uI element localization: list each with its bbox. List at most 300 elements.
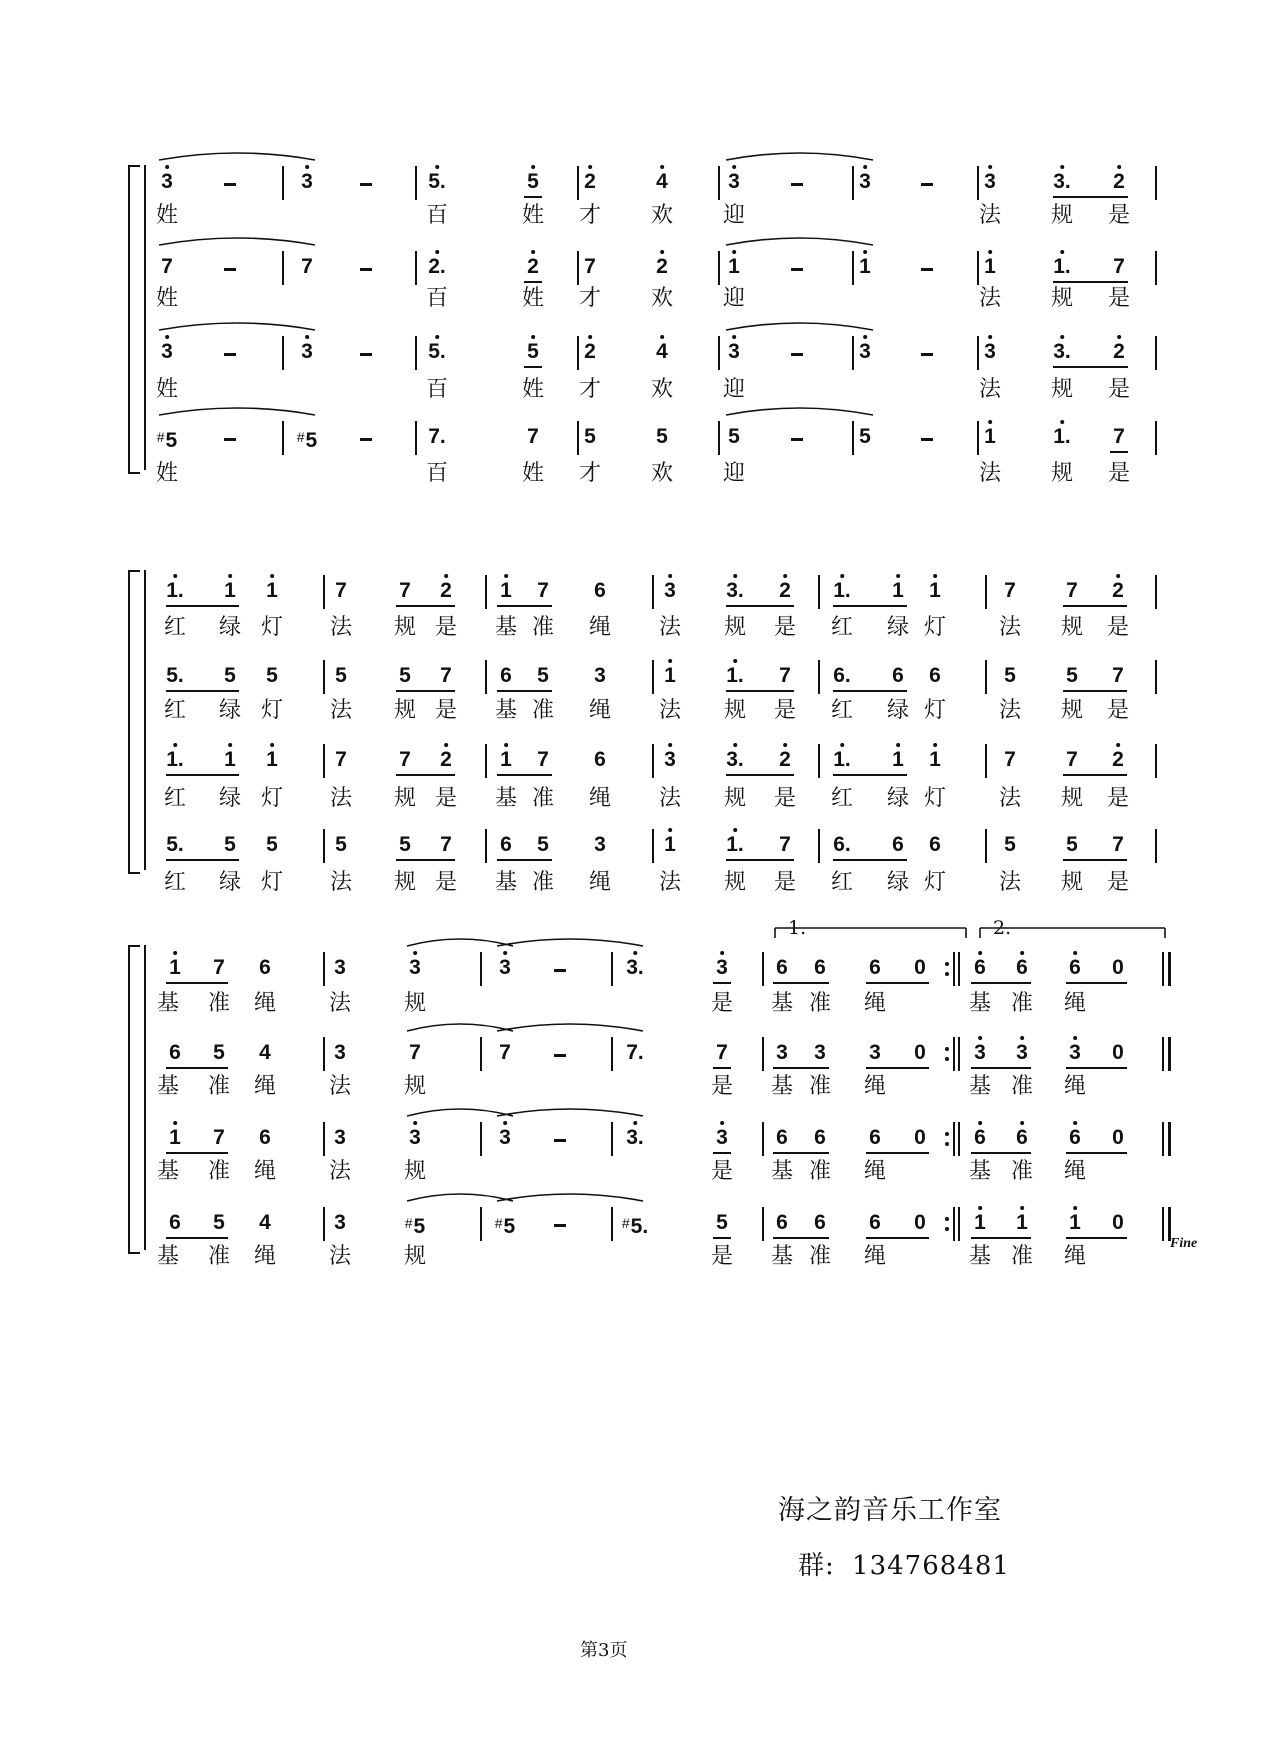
page-number: 第3页 bbox=[580, 1640, 628, 1661]
lyric-syllable: 基 bbox=[770, 1074, 794, 1099]
note bbox=[664, 749, 676, 771]
lyric-syllable: 规 bbox=[1060, 615, 1084, 640]
barline bbox=[611, 1207, 613, 1241]
note-digit: 0 bbox=[914, 1211, 926, 1234]
note-digit: 5 bbox=[166, 664, 178, 687]
note-digit: 3 bbox=[716, 956, 728, 979]
note bbox=[1016, 957, 1028, 979]
dash bbox=[921, 268, 933, 271]
lyric-syllable: 规 bbox=[403, 991, 427, 1016]
lyric-syllable: 绳 bbox=[253, 991, 277, 1016]
octave-dot bbox=[444, 574, 448, 578]
lyric-syllable: 法 bbox=[329, 698, 353, 723]
note bbox=[1112, 1042, 1124, 1064]
note-digit: 6 bbox=[1016, 1126, 1028, 1149]
barline bbox=[323, 1037, 325, 1071]
sharp-sign: # bbox=[621, 1215, 630, 1231]
note-underline bbox=[497, 859, 552, 861]
note bbox=[399, 749, 411, 771]
lyric-syllable: 姓 bbox=[521, 286, 545, 311]
note bbox=[161, 256, 173, 278]
barline bbox=[323, 1207, 325, 1241]
note bbox=[527, 256, 539, 278]
barline bbox=[415, 166, 417, 200]
note-digit: 5 bbox=[584, 425, 596, 448]
lyric-syllable: 绳 bbox=[253, 1074, 277, 1099]
lyric-syllable: 准 bbox=[808, 991, 832, 1016]
note bbox=[869, 1212, 881, 1234]
lyric-syllable: 法 bbox=[978, 203, 1002, 228]
note bbox=[594, 665, 606, 687]
lyric-syllable: 绿 bbox=[886, 786, 910, 811]
octave-dot bbox=[660, 165, 664, 169]
octave-dot bbox=[503, 1121, 507, 1125]
note-digit: 1 bbox=[726, 664, 738, 687]
note-digit: 5 bbox=[166, 833, 178, 856]
lyric-syllable: 法 bbox=[328, 1244, 352, 1269]
barline bbox=[611, 1122, 613, 1156]
note-digit: 6 bbox=[892, 664, 904, 687]
lyric-syllable: 绳 bbox=[1063, 1159, 1087, 1184]
note-digit: 6 bbox=[1069, 956, 1081, 979]
note bbox=[892, 749, 904, 771]
lyric-syllable: 百 bbox=[425, 203, 449, 228]
note-underline bbox=[713, 982, 731, 984]
note bbox=[301, 171, 313, 193]
repeat-barline bbox=[958, 952, 960, 986]
note bbox=[984, 256, 996, 278]
barline bbox=[577, 166, 579, 200]
note bbox=[169, 1127, 181, 1149]
note-underline bbox=[396, 774, 455, 776]
barline bbox=[953, 1207, 955, 1241]
note bbox=[166, 834, 184, 856]
final-barline bbox=[1168, 1122, 1171, 1156]
lyric-syllable: 是 bbox=[710, 991, 734, 1016]
note-digit: 3 bbox=[984, 340, 996, 363]
lyric-syllable: 规 bbox=[403, 1159, 427, 1184]
octave-dot bbox=[933, 743, 937, 747]
note-digit: 3 bbox=[869, 1041, 881, 1064]
volta-2-label: 2. bbox=[993, 917, 1012, 939]
note-digit: 3 bbox=[728, 170, 740, 193]
repeat-dot bbox=[945, 972, 949, 976]
octave-dot bbox=[668, 828, 672, 832]
note-digit: 1 bbox=[664, 833, 676, 856]
note bbox=[266, 665, 278, 687]
lyric-syllable: 规 bbox=[723, 786, 747, 811]
note bbox=[776, 957, 788, 979]
lyric-syllable: 才 bbox=[578, 461, 602, 486]
lyric-syllable: 是 bbox=[434, 870, 458, 895]
note-digit: 6 bbox=[833, 833, 845, 856]
note-underline bbox=[1110, 451, 1128, 453]
lyric-syllable: 绳 bbox=[588, 786, 612, 811]
note-digit: 2 bbox=[1112, 748, 1124, 771]
lyric-syllable: 法 bbox=[978, 377, 1002, 402]
octave-dot bbox=[988, 250, 992, 254]
note bbox=[1004, 580, 1016, 602]
note bbox=[656, 256, 668, 278]
note bbox=[1112, 1212, 1124, 1234]
barline bbox=[1155, 421, 1157, 455]
note bbox=[584, 171, 596, 193]
octave-dot bbox=[633, 951, 637, 955]
barline bbox=[323, 575, 325, 609]
note bbox=[266, 749, 278, 771]
aug-dot: . bbox=[439, 425, 446, 448]
note bbox=[527, 426, 539, 448]
lyric-syllable: 基 bbox=[770, 991, 794, 1016]
note-digit: 6 bbox=[1016, 956, 1028, 979]
lyric-syllable: 姓 bbox=[521, 461, 545, 486]
note-digit: 3 bbox=[334, 1041, 346, 1064]
note-digit: 4 bbox=[259, 1211, 271, 1234]
note-digit: 5 bbox=[527, 170, 539, 193]
note bbox=[859, 426, 871, 448]
lyric-syllable: 红 bbox=[830, 615, 854, 640]
note-digit: 1 bbox=[892, 579, 904, 602]
note bbox=[335, 580, 347, 602]
note bbox=[859, 256, 871, 278]
lyric-syllable: 基 bbox=[968, 1244, 992, 1269]
note-digit: 1 bbox=[726, 833, 738, 856]
note bbox=[594, 834, 606, 856]
aug-dot: . bbox=[737, 664, 744, 687]
note-digit: 5 bbox=[527, 340, 539, 363]
dash bbox=[791, 183, 803, 186]
lyric-syllable: 准 bbox=[1010, 1159, 1034, 1184]
note-digit: 7 bbox=[428, 425, 440, 448]
aug-dot: . bbox=[844, 833, 851, 856]
octave-dot bbox=[988, 420, 992, 424]
note-digit: 7 bbox=[499, 1041, 511, 1064]
note bbox=[500, 665, 512, 687]
note-digit: 1 bbox=[1053, 255, 1065, 278]
lyric-syllable: 是 bbox=[1106, 786, 1130, 811]
note bbox=[833, 834, 851, 856]
note-digit: 6 bbox=[500, 664, 512, 687]
note-digit: 3 bbox=[594, 833, 606, 856]
note-digit: 1 bbox=[833, 748, 845, 771]
note-underline bbox=[971, 1067, 1031, 1069]
octave-dot bbox=[173, 951, 177, 955]
note bbox=[213, 1212, 225, 1234]
lyric-syllable: 迎 bbox=[722, 286, 746, 311]
note bbox=[224, 834, 236, 856]
note bbox=[1066, 749, 1078, 771]
lyric-syllable: 法 bbox=[978, 286, 1002, 311]
note-digit: 3 bbox=[409, 1126, 421, 1149]
lyric-syllable: 法 bbox=[978, 461, 1002, 486]
note bbox=[869, 1127, 881, 1149]
barline bbox=[1162, 1207, 1164, 1241]
note-digit: 4 bbox=[656, 170, 668, 193]
aug-dot: . bbox=[177, 833, 184, 856]
note-underline bbox=[866, 1152, 929, 1154]
dash bbox=[554, 1224, 566, 1227]
aug-dot: . bbox=[637, 1041, 644, 1064]
note bbox=[626, 1042, 644, 1064]
octave-dot bbox=[1020, 1206, 1024, 1210]
note bbox=[169, 1212, 181, 1234]
note bbox=[776, 1212, 788, 1234]
barline bbox=[818, 829, 820, 863]
note bbox=[914, 1127, 926, 1149]
note-underline bbox=[833, 605, 907, 607]
lyric-syllable: 才 bbox=[578, 377, 602, 402]
lyric-syllable: 是 bbox=[773, 870, 797, 895]
lyric-syllable: 绳 bbox=[588, 615, 612, 640]
lyric-syllable: 法 bbox=[998, 870, 1022, 895]
barline bbox=[985, 660, 987, 694]
octave-dot bbox=[1020, 1036, 1024, 1040]
note-digit: 7 bbox=[440, 833, 452, 856]
note bbox=[334, 1042, 346, 1064]
note-underline bbox=[166, 605, 239, 607]
note-underline bbox=[773, 982, 829, 984]
note-digit: 3 bbox=[1053, 340, 1065, 363]
octave-dot bbox=[1060, 165, 1064, 169]
note bbox=[726, 580, 744, 602]
octave-dot bbox=[720, 1121, 724, 1125]
lyric-syllable: 是 bbox=[773, 698, 797, 723]
aug-dot: . bbox=[637, 1126, 644, 1149]
barline bbox=[415, 336, 417, 370]
lyric-syllable: 百 bbox=[425, 377, 449, 402]
volta-1-label: 1. bbox=[788, 917, 807, 939]
octave-dot bbox=[896, 574, 900, 578]
note-underline bbox=[833, 774, 907, 776]
note-digit: 1 bbox=[728, 255, 740, 278]
lyric-syllable: 百 bbox=[425, 461, 449, 486]
note bbox=[409, 1042, 421, 1064]
note bbox=[169, 1042, 181, 1064]
note bbox=[399, 665, 411, 687]
note bbox=[776, 1127, 788, 1149]
barline bbox=[977, 251, 979, 285]
barline bbox=[652, 660, 654, 694]
note-digit: 5 bbox=[859, 425, 871, 448]
note-digit: 2 bbox=[656, 255, 668, 278]
note-underline bbox=[726, 859, 794, 861]
note-digit: 7 bbox=[1112, 833, 1124, 856]
note bbox=[259, 957, 271, 979]
lyric-syllable: 法 bbox=[329, 870, 353, 895]
repeat-barline bbox=[958, 1037, 960, 1071]
lyric-syllable: 灯 bbox=[923, 870, 947, 895]
barline bbox=[480, 1122, 482, 1156]
aug-dot: . bbox=[177, 664, 184, 687]
note-digit: 1 bbox=[500, 579, 512, 602]
note bbox=[224, 580, 236, 602]
lyric-syllable: 是 bbox=[1107, 377, 1131, 402]
lyric-syllable: 规 bbox=[1050, 203, 1074, 228]
barline bbox=[415, 421, 417, 455]
lyric-syllable: 基 bbox=[494, 698, 518, 723]
sharp-sign: # bbox=[404, 1215, 413, 1231]
note bbox=[869, 957, 881, 979]
note bbox=[984, 341, 996, 363]
barline bbox=[1155, 336, 1157, 370]
octave-dot bbox=[978, 1206, 982, 1210]
barline bbox=[323, 660, 325, 694]
note bbox=[929, 580, 941, 602]
note-underline bbox=[1053, 196, 1128, 198]
note-digit: 5 bbox=[537, 833, 549, 856]
note-digit: 5 bbox=[335, 664, 347, 687]
repeat-dot bbox=[945, 1142, 949, 1146]
note-digit: 1 bbox=[984, 425, 996, 448]
barline bbox=[977, 421, 979, 455]
note bbox=[500, 580, 512, 602]
lyric-syllable: 绳 bbox=[863, 1244, 887, 1269]
aug-dot: . bbox=[844, 664, 851, 687]
lyric-syllable: 迎 bbox=[722, 377, 746, 402]
barline bbox=[577, 251, 579, 285]
lyric-syllable: 规 bbox=[723, 870, 747, 895]
barline bbox=[480, 1207, 482, 1241]
lyric-syllable: 灯 bbox=[260, 698, 284, 723]
note bbox=[440, 665, 452, 687]
octave-dot bbox=[1116, 743, 1120, 747]
note-digit: 1 bbox=[1016, 1211, 1028, 1234]
note-digit: 0 bbox=[1112, 1211, 1124, 1234]
lyric-syllable: 绳 bbox=[588, 698, 612, 723]
barline bbox=[577, 421, 579, 455]
octave-dot bbox=[660, 335, 664, 339]
note-digit: 6 bbox=[974, 1126, 986, 1149]
lyric-syllable: 绳 bbox=[863, 991, 887, 1016]
octave-dot bbox=[173, 1121, 177, 1125]
note-digit: 2 bbox=[584, 170, 596, 193]
note bbox=[399, 580, 411, 602]
octave-dot bbox=[270, 743, 274, 747]
note bbox=[869, 1042, 881, 1064]
note-underline bbox=[497, 774, 552, 776]
aug-dot: . bbox=[177, 579, 184, 602]
note bbox=[537, 749, 549, 771]
note-digit: 3 bbox=[1016, 1041, 1028, 1064]
barline bbox=[652, 744, 654, 778]
note-digit: 5 bbox=[335, 833, 347, 856]
note bbox=[779, 580, 791, 602]
barline bbox=[323, 1122, 325, 1156]
note-digit: 6 bbox=[776, 1211, 788, 1234]
lyric-syllable: 灯 bbox=[260, 786, 284, 811]
lyric-syllable: 红 bbox=[163, 615, 187, 640]
barline bbox=[480, 952, 482, 986]
note bbox=[1113, 341, 1125, 363]
note bbox=[664, 580, 676, 602]
lyric-syllable: 迎 bbox=[722, 203, 746, 228]
note-digit: 6 bbox=[259, 956, 271, 979]
repeat-dot bbox=[945, 1217, 949, 1221]
barline bbox=[1162, 952, 1164, 986]
barline bbox=[818, 575, 820, 609]
note bbox=[537, 834, 549, 856]
note-digit: 1 bbox=[266, 748, 278, 771]
barline bbox=[977, 336, 979, 370]
barline bbox=[762, 1037, 764, 1071]
octave-dot bbox=[413, 951, 417, 955]
lyric-syllable: 规 bbox=[403, 1244, 427, 1269]
barline bbox=[762, 952, 764, 986]
barline bbox=[818, 744, 820, 778]
note bbox=[527, 171, 539, 193]
note-underline bbox=[396, 690, 455, 692]
octave-dot bbox=[228, 743, 232, 747]
note-digit: 2 bbox=[584, 340, 596, 363]
lyric-syllable: 基 bbox=[968, 1159, 992, 1184]
note bbox=[1053, 426, 1071, 448]
lyric-syllable: 规 bbox=[1050, 377, 1074, 402]
barline bbox=[762, 1207, 764, 1241]
note-digit: 1 bbox=[500, 748, 512, 771]
note-underline bbox=[1066, 1237, 1127, 1239]
lyric-syllable: 法 bbox=[329, 786, 353, 811]
aug-dot: . bbox=[439, 255, 446, 278]
note-underline bbox=[396, 605, 455, 607]
note-digit: 5 bbox=[165, 429, 178, 452]
note bbox=[728, 426, 740, 448]
dash bbox=[791, 353, 803, 356]
note bbox=[1053, 341, 1071, 363]
note-digit: 6 bbox=[869, 1126, 881, 1149]
barline bbox=[718, 421, 720, 455]
note-digit: 2 bbox=[1113, 170, 1125, 193]
aug-dot: . bbox=[737, 579, 744, 602]
octave-dot bbox=[1073, 1206, 1077, 1210]
note-digit: 1 bbox=[974, 1211, 986, 1234]
aug-dot: . bbox=[1064, 340, 1071, 363]
octave-dot bbox=[504, 743, 508, 747]
note-underline bbox=[971, 982, 1031, 984]
lyric-syllable: 绿 bbox=[218, 698, 242, 723]
note bbox=[409, 957, 421, 979]
lyric-syllable: 灯 bbox=[923, 615, 947, 640]
note bbox=[428, 426, 446, 448]
note-digit: 7 bbox=[335, 748, 347, 771]
note-digit: 7 bbox=[301, 255, 313, 278]
lyric-syllable: 姓 bbox=[155, 286, 179, 311]
note bbox=[664, 834, 676, 856]
note-digit: 3 bbox=[594, 664, 606, 687]
octave-dot bbox=[173, 743, 177, 747]
octave-dot bbox=[732, 335, 736, 339]
aug-dot: . bbox=[642, 1215, 649, 1238]
lyric-syllable: 是 bbox=[1107, 286, 1131, 311]
system-2-bracket-line bbox=[144, 570, 146, 870]
lyric-syllable: 规 bbox=[1060, 870, 1084, 895]
barline bbox=[718, 166, 720, 200]
note-underline bbox=[713, 1067, 731, 1069]
lyric-syllable: 红 bbox=[830, 786, 854, 811]
aug-dot: . bbox=[844, 579, 851, 602]
octave-dot bbox=[988, 335, 992, 339]
note-digit: 2 bbox=[1113, 340, 1125, 363]
note bbox=[728, 256, 740, 278]
lyric-syllable: 基 bbox=[770, 1159, 794, 1184]
barline bbox=[1155, 251, 1157, 285]
repeat-barline bbox=[958, 1122, 960, 1156]
note bbox=[984, 171, 996, 193]
note-digit: 2 bbox=[779, 748, 791, 771]
note bbox=[914, 1042, 926, 1064]
note-digit: 3 bbox=[409, 956, 421, 979]
note-digit: 5 bbox=[1004, 833, 1016, 856]
note-digit: 7 bbox=[626, 1041, 638, 1064]
